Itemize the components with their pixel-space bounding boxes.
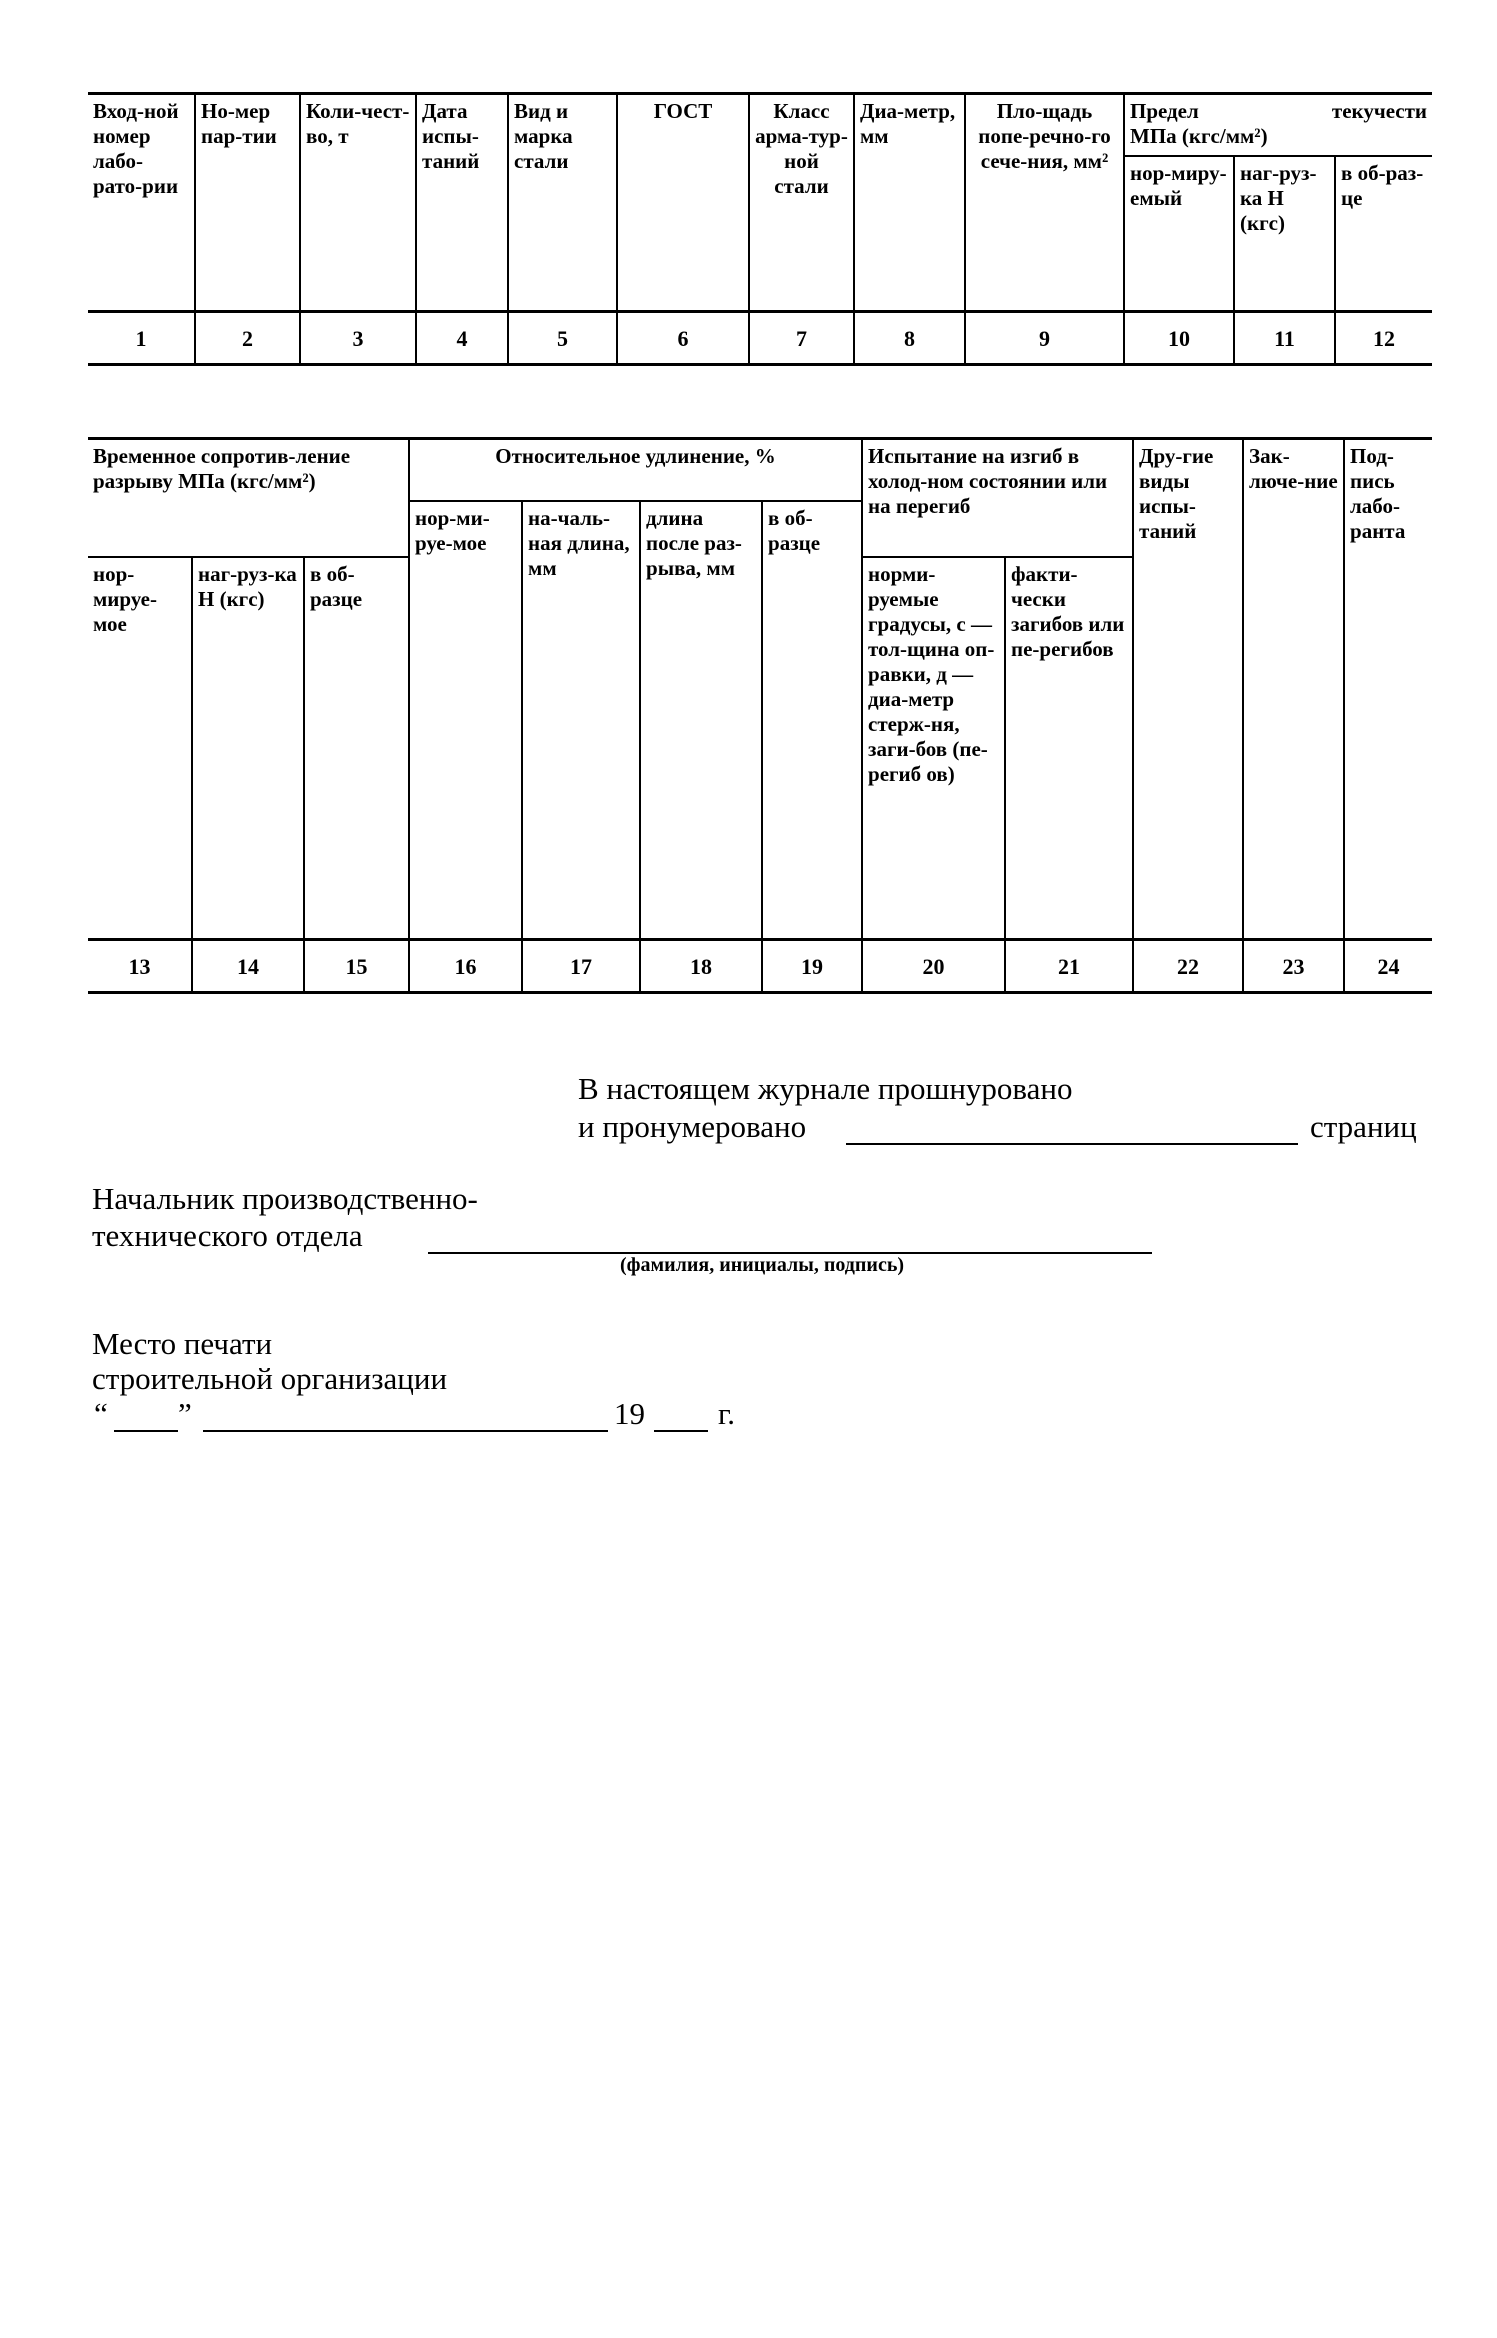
header-elongation-length-after: длина после раз-рыва, мм [640, 501, 762, 940]
header-tensile-strength: Временное сопротив-ление разрыву МПа (кгс/мм²) [88, 439, 409, 558]
header-tensile-load: наг-руз-ка Н (кгс) [192, 557, 304, 940]
column-number: 17 [522, 940, 640, 993]
column-number: 8 [854, 312, 965, 365]
column-number: 6 [617, 312, 749, 365]
column-number: 12 [1335, 312, 1432, 365]
header-yield-normative: нор-миру-емый [1124, 156, 1234, 312]
header-steel-grade: Вид и марка стали [508, 94, 617, 312]
column-number: 19 [762, 940, 862, 993]
seal-line2: строительной организации [92, 1361, 448, 1396]
head-title-line2: технического отдела [92, 1218, 363, 1253]
head-signature-caption: (фамилия, инициалы, подпись) [620, 1254, 905, 1276]
header-quantity: Коли-чест-во, т [300, 94, 416, 312]
year-prefix: 19 [614, 1396, 645, 1431]
header-test-date: Дата испы-таний [416, 94, 508, 312]
seal-line1: Место печати [92, 1326, 273, 1361]
quote-close: ” [178, 1396, 192, 1431]
header-elongation-initial-length: на-чаль-ная длина, мм [522, 501, 640, 940]
journal-table-part-2 [88, 437, 1432, 994]
header-elongation-normative: нор-ми-руе-мое [409, 501, 522, 940]
header-gost: ГОСТ [617, 94, 749, 312]
header-diameter: Диа-метр, мм [854, 94, 965, 312]
header-tensile-normative: нор-мируе-мое [88, 557, 192, 940]
year-suffix: г. [718, 1396, 735, 1431]
column-number: 2 [195, 312, 300, 365]
pages-word: страниц [1310, 1109, 1417, 1144]
header-entry-number: Вход-ной номер лабо-рато-рии [88, 94, 195, 312]
header-yield-load: наг-руз-ка Н (кгс) [1234, 156, 1335, 312]
column-number: 23 [1243, 940, 1344, 993]
column-number: 15 [304, 940, 409, 993]
header-rebar-class: Класс арма-тур-ной стали [749, 94, 854, 312]
journal-note-line2: и пронумеровано [578, 1109, 807, 1144]
journal-table-part-1 [88, 92, 1432, 366]
month-field[interactable] [203, 1430, 608, 1432]
column-number: 10 [1124, 312, 1234, 365]
column-number: 11 [1234, 312, 1335, 365]
header-tensile-sample: в об-разце [304, 557, 409, 940]
year-field[interactable] [654, 1430, 708, 1432]
header-yield-sample: в об-раз-це [1335, 156, 1432, 312]
column-number: 4 [416, 312, 508, 365]
column-number: 5 [508, 312, 617, 365]
column-number: 16 [409, 940, 522, 993]
header-bend-normative: норми-руемые градусы, с — тол-щина оп-равки, д — диа-метр стерж-ня, заги-бов (пе-региб ов) [862, 557, 1005, 940]
journal-note-line1: В настоящем журнале прошнуровано [578, 1071, 1073, 1106]
header-other-tests: Дру-гие виды испы-таний [1133, 439, 1243, 940]
column-number: 22 [1133, 940, 1243, 993]
column-number: 9 [965, 312, 1124, 365]
column-number: 20 [862, 940, 1005, 993]
quote-open: “ [94, 1396, 108, 1431]
column-number: 18 [640, 940, 762, 993]
column-number: 24 [1344, 940, 1432, 993]
day-field[interactable] [114, 1430, 178, 1432]
head-title-line1: Начальник производственно- [92, 1181, 478, 1216]
column-number: 7 [749, 312, 854, 365]
header-bend-actual: факти-чески загибов или пе-регибов [1005, 557, 1133, 940]
header-bend-test: Испытание на изгиб в холод-ном состоянии или на перегиб [862, 439, 1133, 558]
header-lab-signature: Под-пись лабо-ранта [1344, 439, 1432, 940]
header-cross-section-area: Пло-щадь попе-речно-го сече-ния, мм² [965, 94, 1124, 312]
column-number: 13 [88, 940, 192, 993]
header-batch-number: Но-мер пар-тии [195, 94, 300, 312]
page-count-field[interactable] [846, 1143, 1298, 1145]
header-elongation: Относительное удлинение, % [409, 439, 862, 502]
header-elongation-sample: в об-разце [762, 501, 862, 940]
column-number: 21 [1005, 940, 1133, 993]
column-number: 14 [192, 940, 304, 993]
column-number: 1 [88, 312, 195, 365]
header-conclusion: Зак-люче-ние [1243, 439, 1344, 940]
column-number: 3 [300, 312, 416, 365]
header-yield-strength: Предел текучести МПа (кгс/мм²) [1124, 94, 1432, 157]
